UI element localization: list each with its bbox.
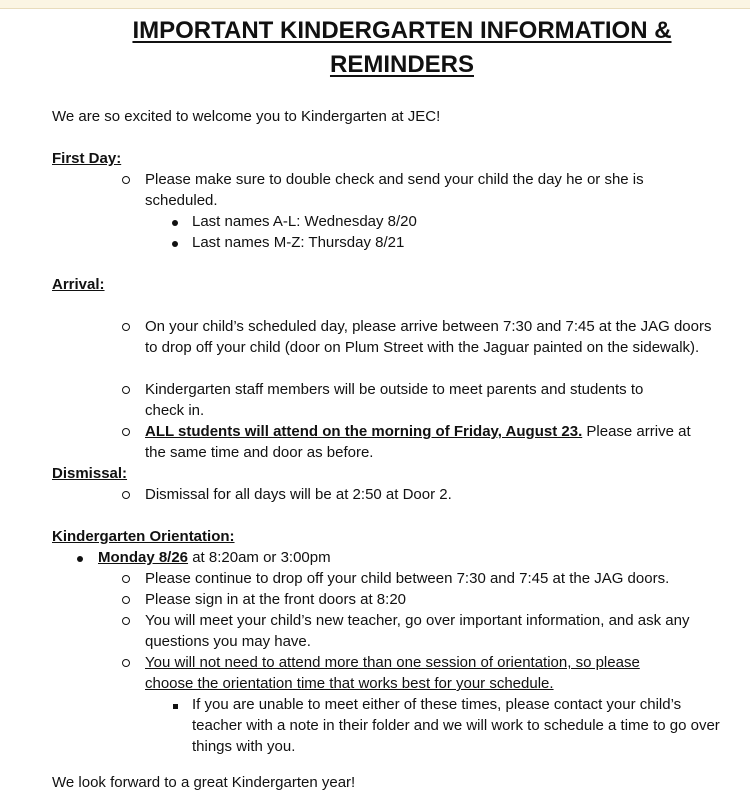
orientation-date-rest: at 8:20am or 3:00pm (188, 549, 331, 566)
circle-bullet-icon (119, 169, 133, 190)
square-bullet-icon (168, 694, 182, 715)
circle-bullet-icon (119, 484, 133, 505)
first-day-sub-1: Last names A-L: Wednesday 8/20 (192, 213, 417, 230)
orientation-date-bold: Monday 8/26 (98, 549, 189, 566)
circle-bullet-icon (119, 421, 133, 442)
intro-text: We are so excited to welcome you to Kindergarten at JEC! (52, 108, 441, 125)
orientation-item-3: You will meet your child’s new teacher, go over important information, and ask any questions you may have. (145, 612, 690, 650)
window-top-bar (0, 0, 750, 9)
arrival-item-1: On your child’s scheduled day, please arrive between 7:30 and 7:45 at the JAG doors to drop off your child (door on Plum Street with the Jaguar painted on the sidewalk). (145, 318, 712, 356)
title-line-1: IMPORTANT KINDERGARTEN INFORMATION & (132, 17, 672, 44)
circle-bullet-icon (119, 568, 133, 589)
title-line-2: REMINDERS (329, 51, 474, 78)
circle-bullet-icon (119, 652, 133, 673)
dismissal-item-1: Dismissal for all days will be at 2:50 at Door 2. (145, 486, 452, 503)
first-day-item-1: Please make sure to double check and send your child the day he or she is scheduled. (145, 171, 644, 209)
orientation-item-1: Please continue to drop off your child between 7:30 and 7:45 at the JAG doors. (145, 570, 670, 587)
dismissal-heading: Dismissal: (52, 465, 128, 482)
circle-bullet-icon (119, 610, 133, 631)
circle-bullet-icon (119, 316, 133, 337)
arrival-heading: Arrival: (52, 276, 105, 293)
disc-bullet-icon (168, 211, 182, 232)
orientation-date (98, 547, 698, 568)
circle-bullet-icon (119, 379, 133, 400)
orientation-item-4: You will not need to attend more than one session of orientation, so please choose the orientation time that works best for your schedule. (145, 654, 640, 692)
orientation-item-2: Please sign in at the front doors at 8:20 (145, 591, 406, 608)
circle-bullet-icon (119, 589, 133, 610)
orientation-heading: Kindergarten Orientation: (52, 528, 235, 545)
disc-bullet-icon (168, 232, 182, 253)
disc-bullet-icon (73, 547, 87, 568)
arrival-item-3-bold: ALL students will attend on the morning of Friday, August 23. (145, 423, 583, 440)
closing-text: We look forward to a great Kindergarten year! (52, 774, 356, 791)
document-title (102, 14, 702, 82)
orientation-sub-1: If you are unable to meet either of these times, please contact your child’s teacher with a note in their folder and we will work to schedule a time to go over things with you. (192, 696, 720, 755)
arrival-item-3 (145, 421, 705, 463)
document-body (52, 14, 732, 791)
arrival-item-3-rest: Please arrive at the same time and door as before. (145, 423, 691, 461)
arrival-item-2: Kindergarten staff members will be outside to meet parents and students to check in. (145, 381, 644, 419)
first-day-sub-2: Last names M-Z: Thursday 8/21 (192, 234, 405, 251)
first-day-heading: First Day: (52, 150, 122, 167)
